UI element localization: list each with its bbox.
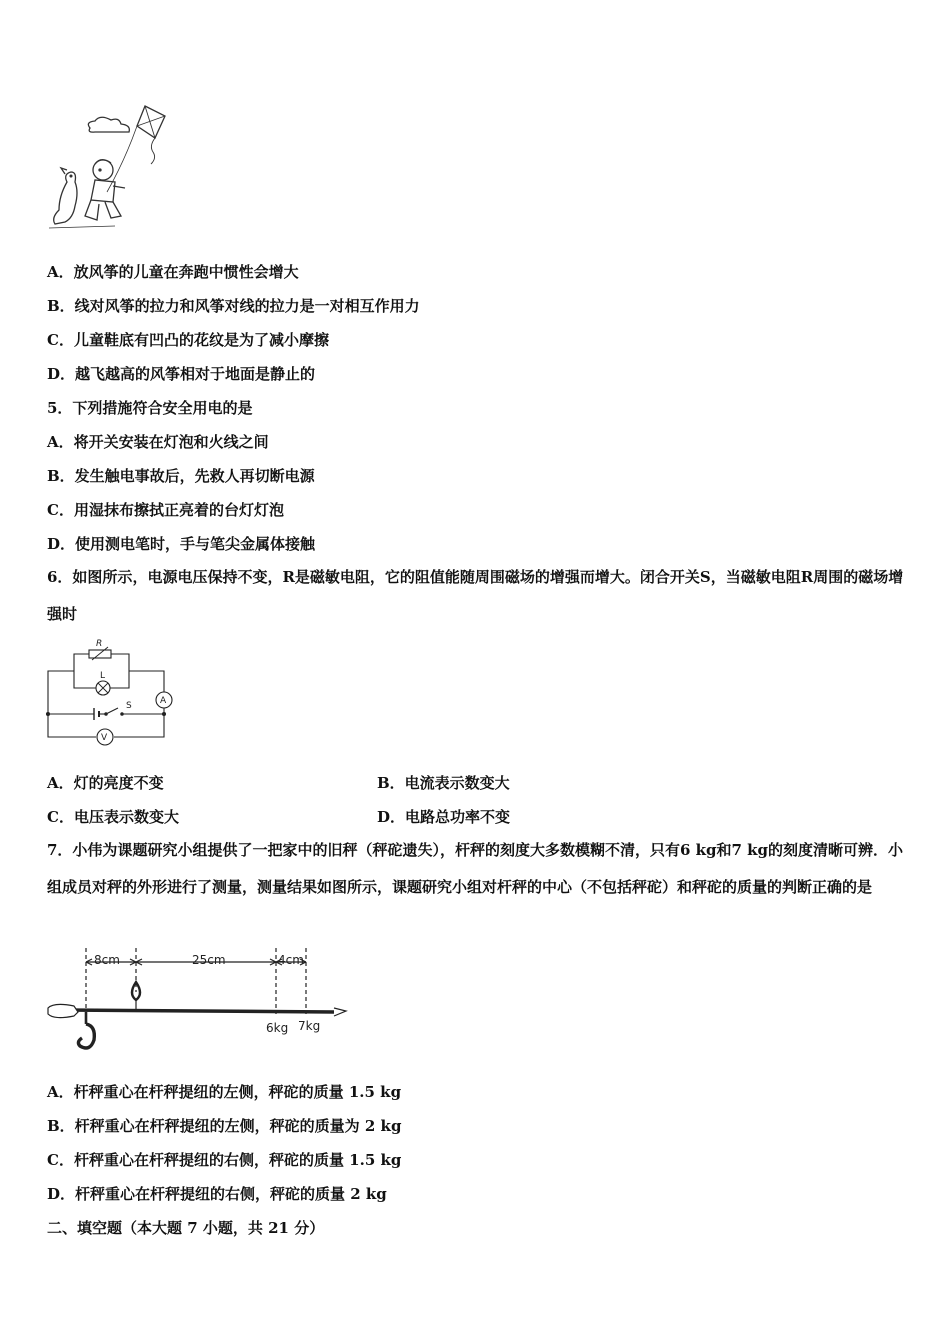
lamp-label: L [100,671,106,681]
distance-label-25cm: 25cm [192,953,226,967]
q4-option-d: D．越飞越高的风筝相对于地面是静止的 [47,365,316,383]
q4-option-b: B．线对风筝的拉力和风筝对线的拉力是一对相互作用力 [47,297,420,315]
switch-label: S [126,701,132,711]
q5-option-c: C．用湿抹布擦拭正亮着的台灯灯泡 [47,501,284,519]
distance-label-8cm: 8cm [94,953,120,967]
q6-option-a: A．灯的亮度不变 [47,774,164,792]
q7-option-a: A．杆秤重心在杆秤提纽的左侧，秤砣的质量 1.5 kg [47,1083,402,1101]
q6-option-d: D．电路总功率不变 [377,808,511,826]
steelyard-diagram [44,942,354,1060]
ammeter-label: A [160,696,167,706]
q7-option-c: C．杆秤重心在杆秤提纽的右侧，秤砣的质量 1.5 kg [47,1151,402,1169]
q4-option-c: C．儿童鞋底有凹凸的花纹是为了减小摩擦 [47,331,329,349]
q5-option-a: A．将开关安装在灯泡和火线之间 [47,433,269,451]
q5-stem: 5．下列措施符合安全用电的是 [47,399,253,417]
q5-option-d: D．使用测电笔时，手与笔尖金属体接触 [47,535,316,553]
mark-label-7kg: 7kg [298,1019,321,1033]
section-heading: 二、填空题（本大题 7 小题，共 21 分） [47,1219,325,1237]
q6-option-c: C．电压表示数变大 [47,808,179,826]
q7-stem: 7．小伟为课题研究小组提供了一把家中的旧秤（秤砣遗失），杆秤的刻度大多数模糊不清，只有6 kg和7 kg的刻度清晰可辨．小组成员对秤的外形进行了测量，测量结果如图所示，课题研究小组对杆秤的中心（不包括秤砣）和秤砣的质量的判断正确的是 [47,841,904,896]
circuit-diagram [44,636,179,748]
q6-option-b: B．电流表示数变大 [377,774,510,792]
distance-label-4cm: 4cm [278,953,304,967]
q4-option-a: A．放风筝的儿童在奔跑中惯性会增大 [47,263,299,281]
kite-illustration [45,100,170,235]
q7-option-d: D．杆秤重心在杆秤提纽的右侧，秤砣的质量 2 kg [47,1185,387,1203]
resistor-label: R [96,639,103,649]
q6-stem: 6．如图所示，电源电压保持不变，R是磁敏电阻，它的阻值能随周围磁场的增强而增大。闭合开关S，当磁敏电阻R周围的磁场增强时 [47,568,904,623]
q7-option-b: B．杆秤重心在杆秤提纽的左侧，秤砣的质量为 2 kg [47,1117,402,1135]
q5-option-b: B．发生触电事故后，先救人再切断电源 [47,467,315,485]
mark-label-6kg: 6kg [266,1021,289,1035]
voltmeter-label: V [101,733,108,743]
